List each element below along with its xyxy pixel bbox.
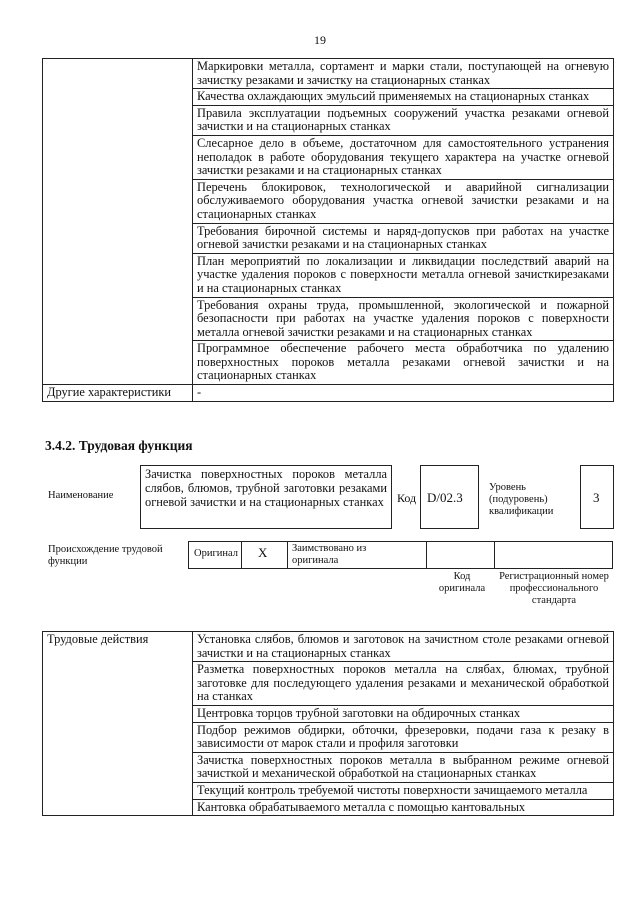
level-value: 3	[593, 490, 600, 505]
original-label: Оригинал	[194, 548, 238, 559]
divider	[241, 541, 242, 568]
divider	[287, 541, 288, 568]
knowledge-item: Качества охлаждающих эмульсий применяемых на стационарных станках	[193, 89, 614, 106]
action-item: Установка слябов, блюмов и заготовок на зачистном столе резаками огневой зачистки и на стационарных станках	[193, 632, 614, 662]
action-item: Текущий контроль требуемой чистоты поверхности зачищаемого металла	[193, 782, 614, 799]
level-label: Уровень (подуровень) квалификации	[489, 482, 554, 517]
labor-actions-label: Трудовые действия	[43, 632, 193, 816]
knowledge-item: Маркировки металла, сортамент и марки стали, поступающей на огневую зачистку резаками и зачистку на стационарных станках	[193, 59, 614, 89]
code-caption: Код оригинала	[438, 571, 486, 594]
code-label: Код	[397, 491, 417, 505]
knowledge-table	[42, 58, 614, 402]
level-box	[580, 465, 614, 529]
reg-caption: Регистрационный номер профессионального стандарта	[499, 571, 609, 606]
code-value: D/02.3	[427, 490, 463, 505]
other-characteristics-label: Другие характеристики	[43, 385, 193, 402]
origin-label: Происхождение трудовой функции	[48, 544, 163, 567]
function-name: Зачистка поверхностных пороков металла слябов, блюмов, трубной заготовки резаками огневой зачистки и на стационарных станках	[145, 467, 387, 509]
action-item: Кантовка обрабатываемого металла с помощью кантовальных	[193, 799, 614, 816]
knowledge-item: Слесарное дело в объеме, достаточном для самостоятельного устранения неполадок в работе оборудования текущего характера на участке огневой зачистки резаками и на стационарных станках	[193, 135, 614, 179]
knowledge-item: Требования бирочной системы и наряд-допусков при работах на участке огневой зачистки резаками и на стационарных станках	[193, 223, 614, 253]
knowledge-item: Требования охраны труда, промышленной, экологической и пожарной безопасности при работах на участке удаления пороков с поверхности металла огневой зачистки резаками и на стационарных станках	[193, 297, 614, 341]
name-box	[140, 465, 392, 529]
original-mark: X	[258, 545, 268, 560]
code-box	[420, 465, 479, 529]
action-item: Разметка поверхностных пороков металла на слябах, блюмах, трубной заготовке для последующего удаления резаками и механической обработкой на станках	[193, 662, 614, 706]
action-item: Зачистка поверхностных пороков металла в выбранном режиме огневой зачисткой и механической обработкой на стационарных станках	[193, 752, 614, 782]
action-item: Подбор режимов обдирки, обточки, фрезеровки, подачи газа к резаку в зависимости от марок стали и профиля заготовки	[193, 722, 614, 752]
divider	[426, 541, 427, 568]
table-row	[43, 632, 614, 662]
name-label: Наименование	[48, 490, 114, 501]
table-row	[43, 385, 614, 402]
page-number: 19	[314, 33, 326, 47]
knowledge-item: Программное обеспечение рабочего места обработчика по удалению поверхностных пороков металла резаками огневой зачистки и на стационарных станках	[193, 341, 614, 385]
action-item: Центровка торцов трубной заготовки на обдирочных станках	[193, 705, 614, 722]
knowledge-item: Правила эксплуатации подъемных сооружений участка резаками огневой зачистки и на стационарных станках	[193, 105, 614, 135]
empty-label-cell	[43, 59, 193, 385]
knowledge-item: План мероприятий по локализации и ликвидации последствий аварий на участке удаления пороков с поверхности металла огневой зачисткирезаками и на стационарных станках	[193, 253, 614, 297]
borrowed-label: Заимствовано из оригинала	[292, 543, 367, 566]
knowledge-item: Перечень блокировок, технологической и аварийной сигнализации обслуживаемого оборудования участка огневой зачистки резаками и на стационарных станках	[193, 179, 614, 223]
actions-table	[42, 631, 614, 816]
section-title: 3.4.2. Трудовая функция	[45, 438, 193, 453]
divider	[494, 541, 495, 568]
other-characteristics-value: -	[193, 385, 614, 402]
table-row	[43, 59, 614, 89]
